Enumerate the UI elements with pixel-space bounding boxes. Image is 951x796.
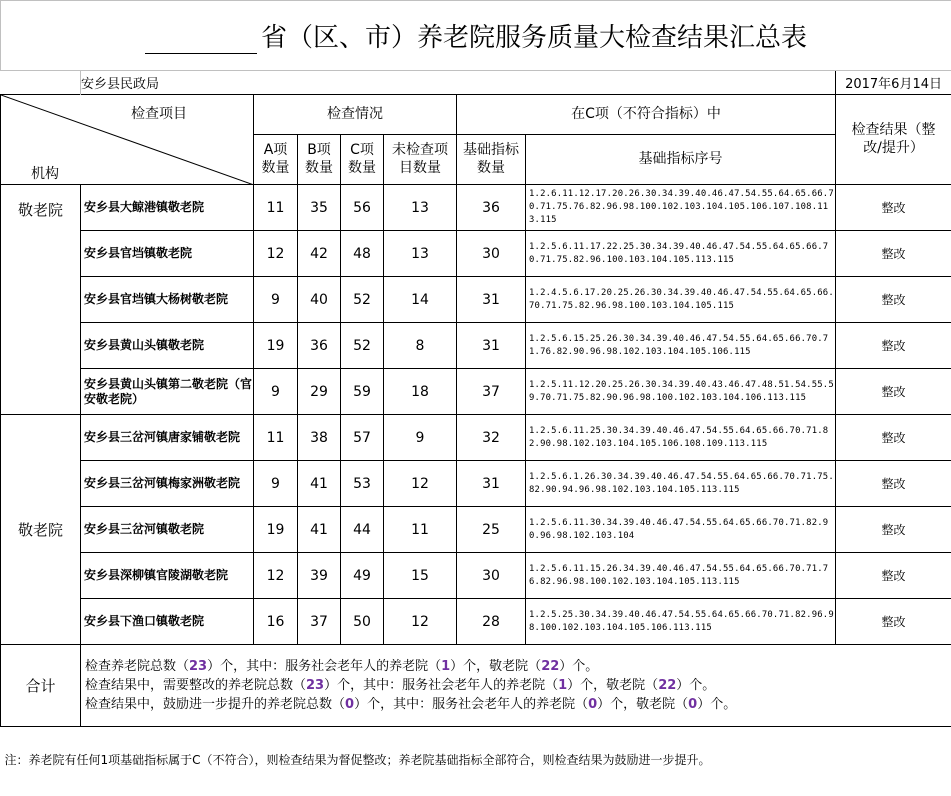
unchecked-count: 9 bbox=[384, 415, 457, 461]
result-value: 整改 bbox=[836, 277, 951, 323]
bottom-spacer bbox=[1, 775, 951, 796]
b-count: 40 bbox=[298, 277, 341, 323]
base-count: 32 bbox=[457, 415, 526, 461]
institution-name: 安乡县三岔河镇唐家铺敬老院 bbox=[81, 415, 254, 461]
base-count: 31 bbox=[457, 277, 526, 323]
unchecked-count: 8 bbox=[384, 323, 457, 369]
base-seq: 1.2.6.11.12.17.20.26.30.34.39.40.46.47.54.55.64.65.66.70.71.75.76.82.96.98.100.102.103.104.105.106.107.108.113.115 bbox=[526, 185, 836, 231]
base-seq: 1.2.5.6.11.17.22.25.30.34.39.40.46.47.54.55.64.65.66.70.71.75.82.96.100.103.104.105.113.115 bbox=[526, 231, 836, 277]
base-seq: 1.2.5.6.1.26.30.34.39.40.46.47.54.55.64.65.66.70.71.75.82.90.94.96.98.102.103.104.105.113.115 bbox=[526, 461, 836, 507]
base-count: 37 bbox=[457, 369, 526, 415]
institution-name: 安乡县深柳镇官陵湖敬老院 bbox=[81, 553, 254, 599]
base-count: 25 bbox=[457, 507, 526, 553]
b-count: 37 bbox=[298, 599, 341, 645]
institution-name: 安乡县官垱镇敬老院 bbox=[81, 231, 254, 277]
base-count: 31 bbox=[457, 461, 526, 507]
a-count: 11 bbox=[254, 415, 298, 461]
base-count: 31 bbox=[457, 323, 526, 369]
meta-spacer-2 bbox=[341, 71, 836, 95]
institution-name: 安乡县三岔河镇敬老院 bbox=[81, 507, 254, 553]
header-check-situation: 检查情况 bbox=[254, 95, 457, 135]
base-seq: 1.2.5.6.15.25.26.30.34.39.40.46.47.54.55.64.65.66.70.71.76.82.90.96.98.102.103.104.105.106.115 bbox=[526, 323, 836, 369]
a-count: 19 bbox=[254, 323, 298, 369]
table-row bbox=[1, 461, 951, 507]
header-a-count: A项数量 bbox=[254, 135, 298, 185]
base-count: 28 bbox=[457, 599, 526, 645]
header-unchecked: 未检查项目数量 bbox=[384, 135, 457, 185]
header-base-seq: 基础指标序号 bbox=[526, 135, 836, 185]
header-b-count: B项数量 bbox=[298, 135, 341, 185]
result-value: 整改 bbox=[836, 369, 951, 415]
base-seq: 1.2.4.5.6.17.20.25.26.30.34.39.40.46.47.54.55.64.65.66.70.71.75.82.96.98.100.103.104.105.115 bbox=[526, 277, 836, 323]
total-label: 合计 bbox=[1, 645, 81, 727]
b-count: 39 bbox=[298, 553, 341, 599]
result-value: 整改 bbox=[836, 185, 951, 231]
unchecked-count: 15 bbox=[384, 553, 457, 599]
result-value: 整改 bbox=[836, 461, 951, 507]
a-count: 11 bbox=[254, 185, 298, 231]
c-count: 52 bbox=[341, 323, 384, 369]
unchecked-count: 13 bbox=[384, 185, 457, 231]
diagonal-header bbox=[1, 95, 254, 185]
base-seq: 1.2.5.11.12.20.25.26.30.34.39.40.43.46.47.48.51.54.55.59.70.71.75.82.90.96.98.100.102.103.104.106.113.115 bbox=[526, 369, 836, 415]
table-row bbox=[1, 507, 951, 553]
category-label: 敬老院 bbox=[1, 185, 81, 415]
c-count: 50 bbox=[341, 599, 384, 645]
base-count: 36 bbox=[457, 185, 526, 231]
unchecked-count: 12 bbox=[384, 461, 457, 507]
b-count: 36 bbox=[298, 323, 341, 369]
summary-row bbox=[1, 645, 951, 727]
b-count: 41 bbox=[298, 461, 341, 507]
summary-line-1: 检查养老院总数（23）个，其中：服务社会老年人的养老院（1）个，敬老院（22）个。 bbox=[85, 657, 951, 676]
report-date: 2017年6月14日 bbox=[836, 71, 951, 95]
c-count: 57 bbox=[341, 415, 384, 461]
base-seq: 1.2.5.25.30.34.39.40.46.47.54.55.64.65.66.70.71.82.96.98.100.102.103.104.105.106.113.115 bbox=[526, 599, 836, 645]
table-row bbox=[1, 553, 951, 599]
institution-name: 安乡县下渔口镇敬老院 bbox=[81, 599, 254, 645]
title-blank-line bbox=[145, 27, 257, 54]
result-value: 整改 bbox=[836, 507, 951, 553]
institution-name: 安乡县官垱镇大杨树敬老院 bbox=[81, 277, 254, 323]
c-count: 56 bbox=[341, 185, 384, 231]
spacer-row bbox=[1, 727, 951, 745]
a-count: 12 bbox=[254, 231, 298, 277]
header-c-items: 在C项（不符合指标）中 bbox=[457, 95, 836, 135]
unchecked-count: 18 bbox=[384, 369, 457, 415]
table-row bbox=[1, 369, 951, 415]
institution-name: 安乡县黄山头镇第二敬老院（官安敬老院） bbox=[81, 369, 254, 415]
result-value: 整改 bbox=[836, 599, 951, 645]
table-row bbox=[1, 231, 951, 277]
a-count: 19 bbox=[254, 507, 298, 553]
unchecked-count: 12 bbox=[384, 599, 457, 645]
base-count: 30 bbox=[457, 553, 526, 599]
category-label: 敬老院 bbox=[1, 415, 81, 645]
table-row bbox=[1, 323, 951, 369]
institution-name: 安乡县三岔河镇梅家洲敬老院 bbox=[81, 461, 254, 507]
c-count: 53 bbox=[341, 461, 384, 507]
table-row bbox=[1, 415, 951, 461]
summary-line-2: 检查结果中，需要整改的养老院总数（23）个，其中：服务社会老年人的养老院（1）个，敬老院（22）个。 bbox=[85, 676, 951, 695]
unchecked-count: 13 bbox=[384, 231, 457, 277]
b-count: 35 bbox=[298, 185, 341, 231]
header-check-item: 检查项目 bbox=[131, 103, 187, 123]
header-org: 机构 bbox=[31, 163, 59, 183]
base-seq: 1.2.5.6.11.15.26.34.39.40.46.47.54.55.64.65.66.70.71.76.82.96.98.100.102.103.104.105.113.115 bbox=[526, 553, 836, 599]
c-count: 49 bbox=[341, 553, 384, 599]
result-value: 整改 bbox=[836, 415, 951, 461]
table-row bbox=[1, 277, 951, 323]
page-title bbox=[1, 1, 951, 71]
base-count: 30 bbox=[457, 231, 526, 277]
unchecked-count: 14 bbox=[384, 277, 457, 323]
a-count: 9 bbox=[254, 369, 298, 415]
a-count: 12 bbox=[254, 553, 298, 599]
header-result: 检查结果（整改/提升） bbox=[836, 95, 951, 185]
institution-name: 安乡县黄山头镇敬老院 bbox=[81, 323, 254, 369]
a-count: 9 bbox=[254, 461, 298, 507]
table-row bbox=[1, 185, 951, 231]
b-count: 42 bbox=[298, 231, 341, 277]
b-count: 29 bbox=[298, 369, 341, 415]
footnote: 注：养老院有任何1项基础指标属于C（不符合），则检查结果为督促整改；养老院基础指标全部符合，则检查结果为鼓励进一步提升。 bbox=[1, 745, 951, 775]
c-count: 52 bbox=[341, 277, 384, 323]
table-row bbox=[1, 599, 951, 645]
c-count: 48 bbox=[341, 231, 384, 277]
base-seq: 1.2.5.6.11.25.30.34.39.40.46.47.54.55.64.65.66.70.71.82.90.98.102.103.104.105.106.108.109.113.115 bbox=[526, 415, 836, 461]
c-count: 44 bbox=[341, 507, 384, 553]
result-value: 整改 bbox=[836, 231, 951, 277]
org-name: 安乡县民政局 bbox=[81, 71, 341, 95]
title-text: 省（区、市）养老院服务质量大检查结果汇总表 bbox=[261, 23, 807, 53]
header-c-count: C项数量 bbox=[341, 135, 384, 185]
summary-text bbox=[81, 645, 951, 727]
meta-spacer bbox=[1, 71, 81, 95]
result-value: 整改 bbox=[836, 323, 951, 369]
a-count: 9 bbox=[254, 277, 298, 323]
result-value: 整改 bbox=[836, 553, 951, 599]
institution-name: 安乡县大鲸港镇敬老院 bbox=[81, 185, 254, 231]
header-base-count: 基础指标数量 bbox=[457, 135, 526, 185]
base-seq: 1.2.5.6.11.30.34.39.40.46.47.54.55.64.65.66.70.71.82.90.96.98.102.103.104 bbox=[526, 507, 836, 553]
a-count: 16 bbox=[254, 599, 298, 645]
summary-line-3: 检查结果中，鼓励进一步提升的养老院总数（0）个，其中：服务社会老年人的养老院（0）个，敬老院（0）个。 bbox=[85, 695, 951, 714]
unchecked-count: 11 bbox=[384, 507, 457, 553]
c-count: 59 bbox=[341, 369, 384, 415]
b-count: 41 bbox=[298, 507, 341, 553]
b-count: 38 bbox=[298, 415, 341, 461]
